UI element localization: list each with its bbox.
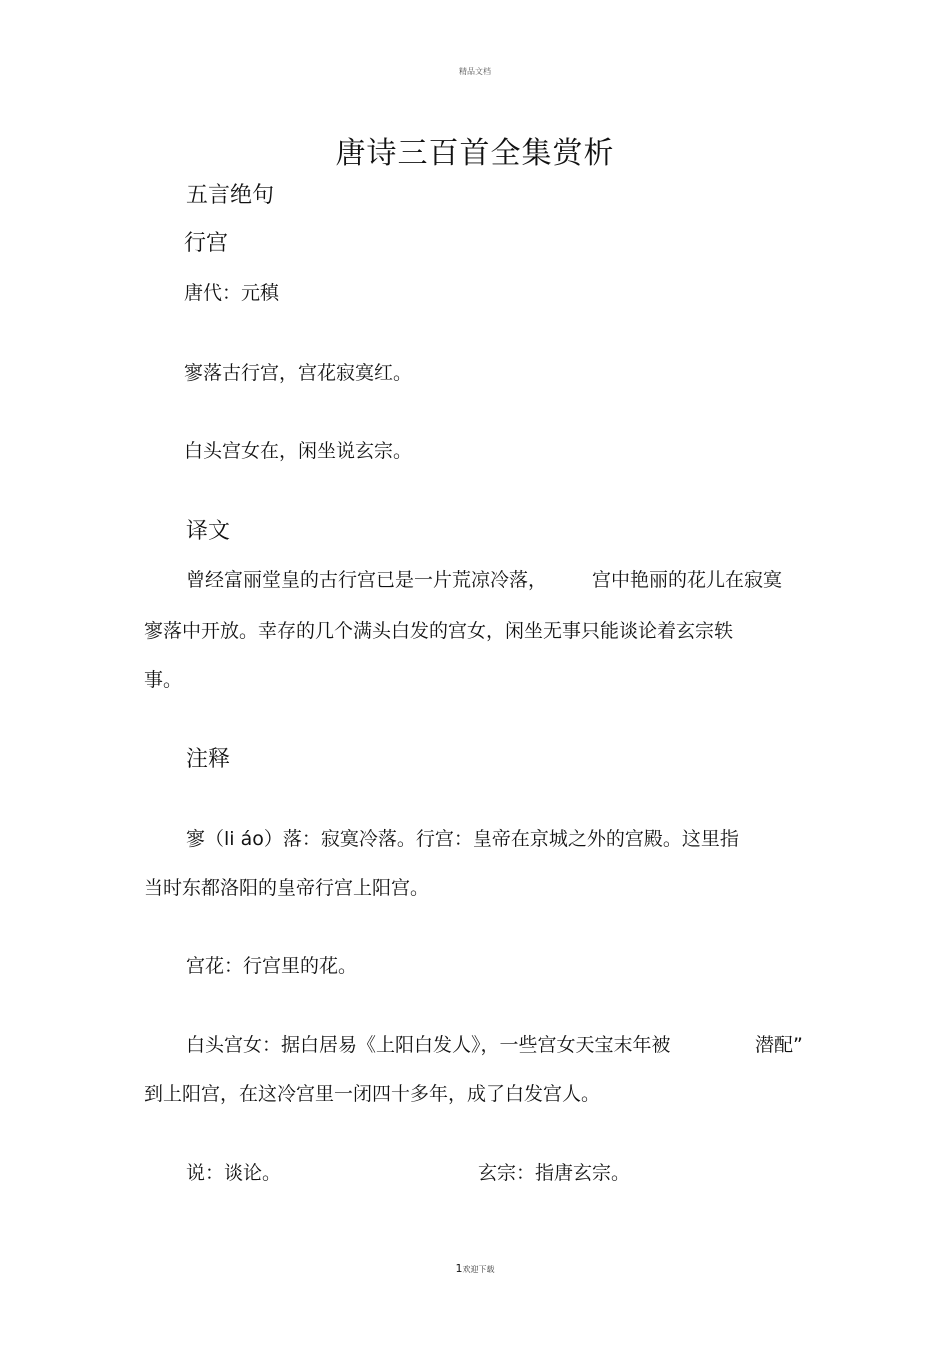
note-3-line-1b: 潜配”	[755, 1034, 803, 1056]
notes-heading: 注释	[186, 747, 231, 772]
translation-line-2: 寥落中开放。幸存的几个满头白发的宫女，闲坐无事只能谈论着玄宗轶	[144, 620, 734, 642]
page-title: 唐诗三百首全集赏析	[335, 136, 615, 171]
poem-author: 唐代：元稹	[184, 282, 280, 304]
note-3-line-1a: 白头宫女：据白居易《上阳白发人》，一些宫女天宝末年被	[186, 1034, 671, 1056]
poem-title: 行宫	[184, 231, 229, 256]
footer-text: 欢迎下载	[462, 1265, 495, 1274]
note-1-line-2: 当时东都洛阳的皇帝行宫上阳宫。	[144, 877, 430, 899]
note-3-line-2: 到上阳宫，在这冷宫里一闭四十多年，成了白发宫人。	[144, 1083, 601, 1105]
translation-line-3: 事。	[144, 669, 183, 691]
note-2: 宫花：行宫里的花。	[186, 955, 358, 977]
poem-line-2: 白头宫女在，闲坐说玄宗。	[184, 440, 413, 462]
category-heading: 五言绝句	[186, 183, 275, 208]
page-number: 1	[455, 1262, 463, 1275]
note-4-left: 说：谈论。	[186, 1162, 282, 1184]
translation-heading: 译文	[186, 519, 231, 544]
note-1-line-1: 寥（li áo）落：寂寞冷落。行宫：皇帝在京城之外的宫殿。这里指	[186, 828, 739, 850]
header-note: 精品文档	[459, 67, 491, 76]
page-footer	[0, 1262, 950, 1275]
translation-line-1a: 曾经富丽堂皇的古行宫已是一片荒凉冷落，	[186, 569, 548, 591]
poem-line-1: 寥落古行宫，宫花寂寞红。	[184, 362, 413, 384]
translation-line-1b: 宫中艳丽的花儿在寂寞	[592, 569, 783, 591]
note-4-right: 玄宗：指唐玄宗。	[478, 1162, 631, 1184]
